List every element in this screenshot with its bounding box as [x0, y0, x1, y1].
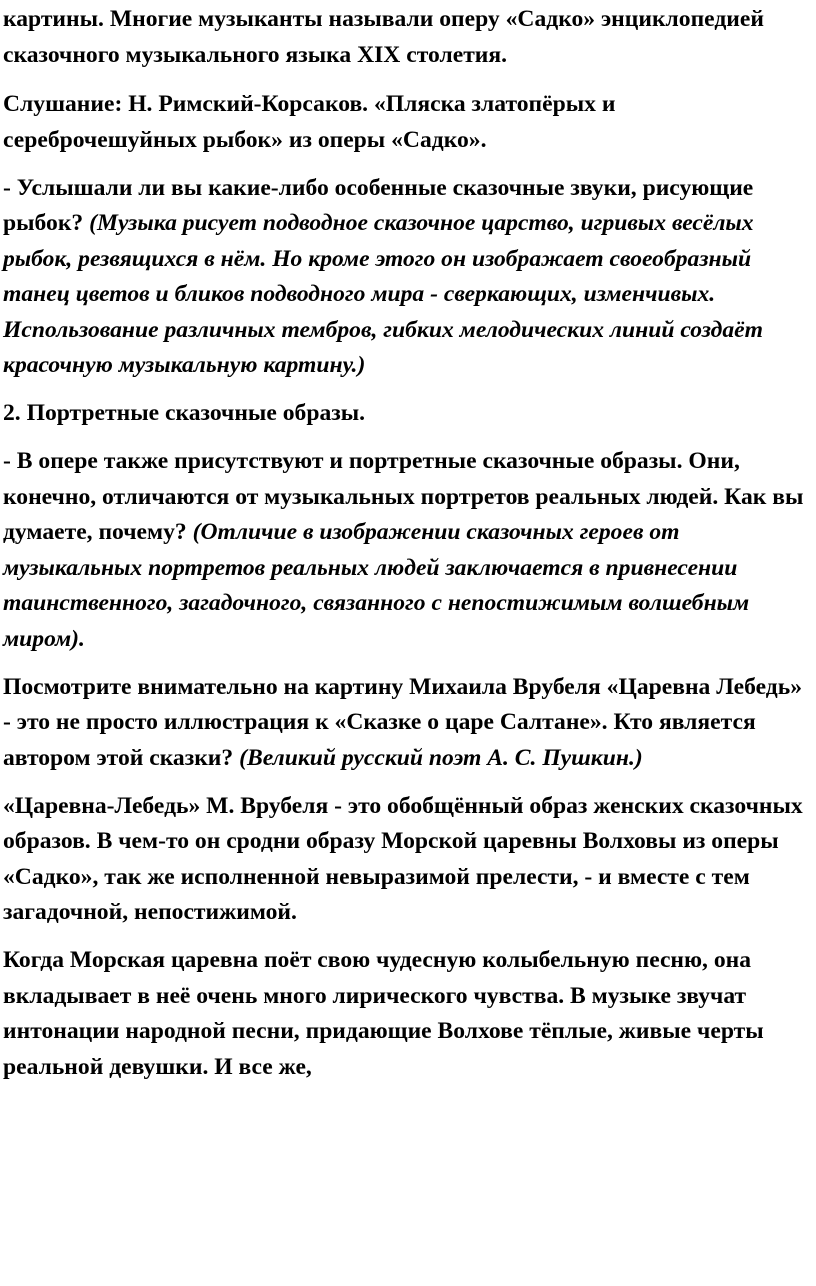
paragraph-text: Когда Морская царевна поёт свою чудесную колыбельную песню, она вкладывает в неё очень много лирического чувства. В музыке звучат интонации народной песни, придающие Волхове тёплые, живые черты реальной девушки. И все же,	[3, 947, 764, 1080]
heading-text: 2. Портретные сказочные образы.	[3, 400, 366, 426]
paragraph-question-fish	[3, 171, 815, 384]
paragraph-swan-princess	[3, 789, 815, 931]
paragraph-intro	[3, 2, 815, 73]
question-text: - Услышали ли вы какие-либо особенные сказочные звуки, рисующие рыбок?	[3, 174, 754, 236]
document-page	[3, 2, 815, 1098]
question-text: Посмотрите внимательно на картину Михаила Врубеля «Царевна Лебедь» - это не просто иллюстрация к «Сказке о царе Салтане». Кто является автором этой сказки?	[3, 673, 802, 771]
question-text: - В опере также присутствуют и портретные сказочные образы. Они, конечно, отличаются от музыкальных портретов реальных людей. Как вы думаете, почему?	[3, 448, 804, 545]
paragraph-text: «Царевна-Лебедь» М. Врубеля - это обобщённый образ женских сказочных образов. В чем-то он сродни образу Морской царевны Волховы из оперы «Садко», так же исполненной невыразимой прелести, - и вместе с тем загадочной, непостижимой.	[3, 792, 803, 925]
paragraph-question-portraits	[3, 444, 815, 657]
answer-text: (Отличие в изображении сказочных героев от музыкальных портретов реальных людей заключается в привнесении таинственного, загадочного, связанного с непостижимым волшебным миром).	[3, 519, 750, 652]
paragraph-sea-princess	[3, 943, 815, 1085]
answer-text: (Музыка рисует подводное сказочное царство, игривых весёлых рыбок, резвящихся в нём. Но кроме этого он изображает своеобразный танец цветов и бликов подводного мира - сверкающих, изменчивых. Использование различных тембров, гибких мелодических линий создаёт красочную музыкальную картину.)	[3, 210, 763, 378]
section-heading	[3, 396, 815, 432]
paragraph-text: картины. Многие музыканты называли оперу «Садко» энциклопедией сказочного музыкального языка XIX столетия.	[3, 6, 764, 68]
paragraph-text: Слушание: Н. Римский-Корсаков. «Пляска златопёрых и сереброчешуйных рыбок» из оперы «Садко».	[3, 91, 616, 153]
paragraph-question-vrubel	[3, 670, 815, 777]
paragraph-listening	[3, 87, 815, 158]
answer-text: (Великий русский поэт А. С. Пушкин.)	[239, 744, 643, 771]
